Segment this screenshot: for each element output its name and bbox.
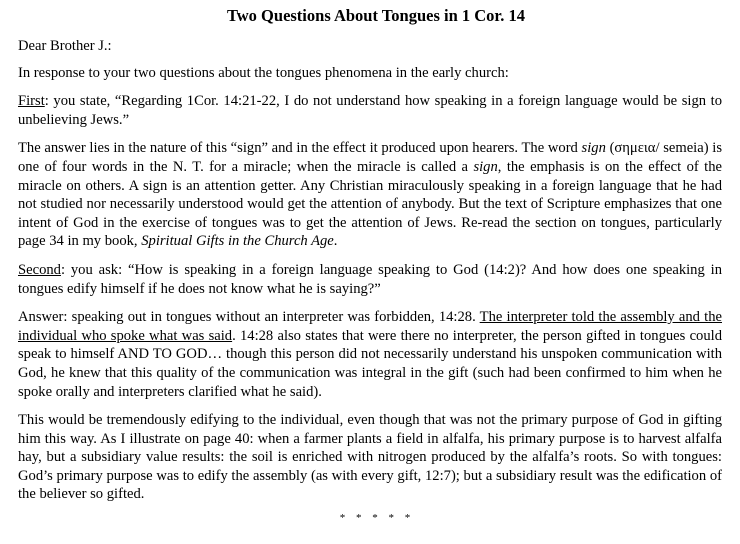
first-question-text: : you state, “Regarding 1Cor. 14:21-22, I do not understand how speaking in a foreign language would be sign to unbelieving Jews.” — [18, 93, 722, 128]
interpreter-text-2: . 14:28 also states that were there no interpreter, the person gifted in tongues could speak to himself AND TO GOD… though this person did not necessarily understand his unspoken communication with God, he knew that this quality of the communication was integral in the gift (such had been confirmed to him when he spoke orally and interpreters clarified what he said). — [18, 327, 722, 400]
interpreter-answer-paragraph — [18, 308, 722, 401]
second-label: Second — [18, 261, 61, 278]
underlined-statement: The interpreter told the assembly and the individual who spoke what was said — [18, 309, 722, 344]
first-label: First — [18, 93, 45, 110]
answer-text-1: The answer lies in the nature of this “sign” and in the effect it produced upon hearers. The word — [18, 140, 582, 157]
interpreter-text-1: Answer: speaking out in tongues without an interpreter was forbidden, 14:28. — [18, 309, 480, 326]
salutation: Dear Brother J.: — [18, 38, 112, 54]
answer-text-3: , the emphasis is on the effect of the miracle on others. A sign is an attention getter. Any Christian miraculously speaking in a foreign language that he had not studied nor necessarily understood would get the attention of anybody. But the text of Scripture emphasizes that one intent of God in the exercise of tongues was to get the attention of Jews. Re-read the section on tongues, particularly page 34 in my book, — [18, 158, 722, 250]
sign-answer-paragraph — [18, 139, 722, 251]
second-question-text: : you ask: “How is speaking in a foreign language speaking to God (14:2)? And how does one speaking in tongues edify himself if he does not know what he is saying?” — [18, 261, 722, 297]
answer-text-4: . — [333, 233, 338, 250]
alfalfa-paragraph: This would be tremendously edifying to the individual, even though that was not the primary purpose of God in gifting him this way. As I illustrate on page 40: when a farmer plants a field in alfalfa, his primary purpose is to harvest alfalfa hay, but a subsidiary value results: the soil is enriched with nitrogen produced by the alfalfa’s roots. So with tongues: God’s primary purpose was to edify the assembly (as with every gift, 12:7); but a subsidiary result was the edification of the believer so gifted. — [18, 412, 722, 503]
answer-text-2: (σημεια/ semeia) is one of four words in the N. T. for a miracle; when the miracle is called a — [18, 140, 722, 175]
sign-term: sign — [581, 140, 606, 157]
section-separator: * * * * * — [339, 512, 411, 525]
first-question-paragraph — [18, 92, 722, 129]
second-question-paragraph — [18, 261, 722, 298]
book-title: Spiritual Gifts in the Church Age — [141, 233, 334, 250]
intro-paragraph: In response to your two questions about the tongues phenomena in the early church: — [18, 64, 509, 81]
sign-term-2: sign — [473, 158, 498, 175]
page-title: Two Questions About Tongues in 1 Cor. 14 — [226, 6, 525, 25]
